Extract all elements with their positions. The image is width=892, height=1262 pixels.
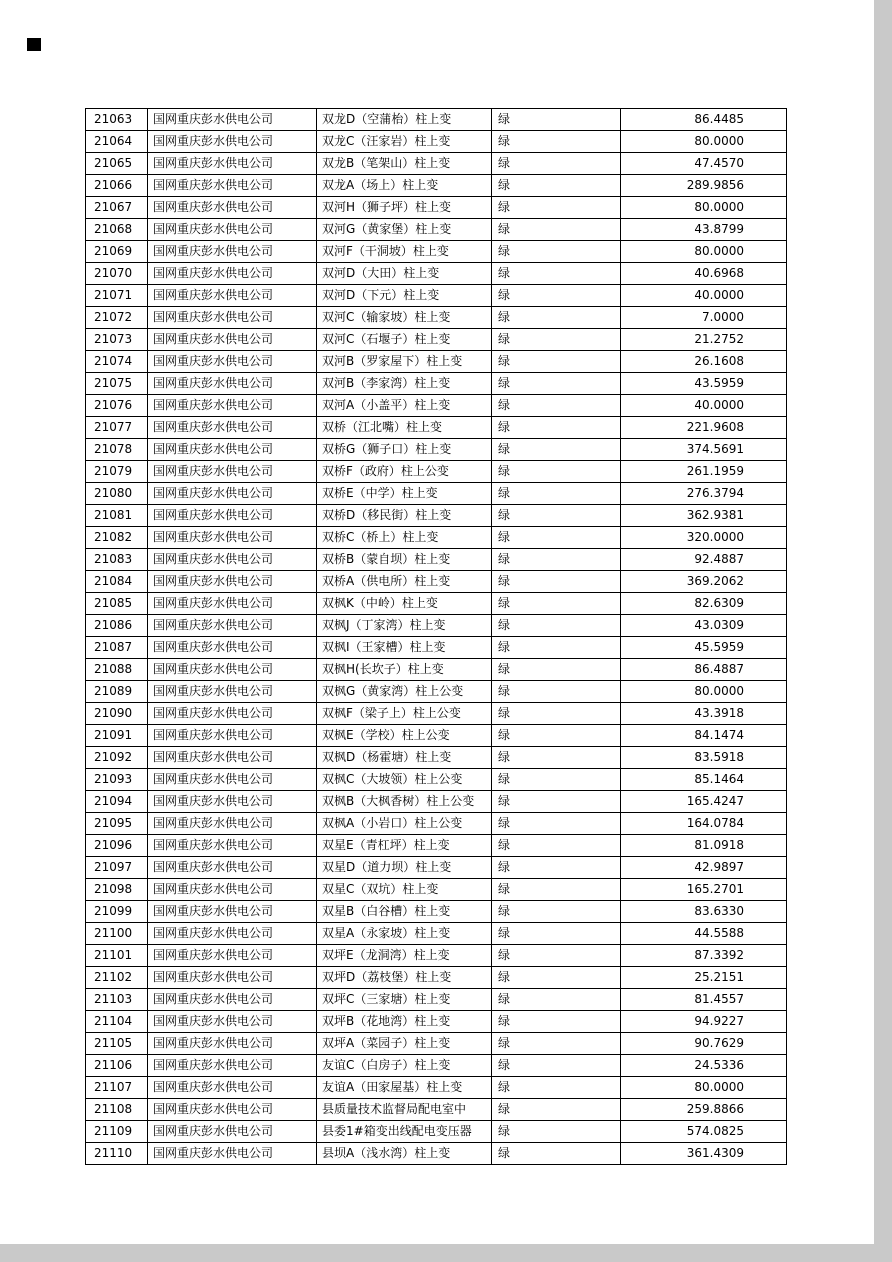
value-cell: 43.3918 [621,703,787,725]
status-cell: 绿 [492,1121,621,1143]
value-cell: 81.4557 [621,989,787,1011]
transformer-name-cell: 双河D（下元）柱上变 [317,285,492,307]
transformer-name-cell: 双桥A（供电所）柱上变 [317,571,492,593]
transformer-name-cell: 双枫D（杨霍塘）柱上变 [317,747,492,769]
transformer-name-cell: 双龙D（空蒲枱）柱上变 [317,109,492,131]
row-id-cell: 21093 [86,769,148,791]
table-row [86,791,787,813]
table-row [86,219,787,241]
transformer-name-cell: 双坪A（菜园子）柱上变 [317,1033,492,1055]
status-cell: 绿 [492,461,621,483]
company-cell: 国网重庆彭水供电公司 [148,813,317,835]
company-cell: 国网重庆彭水供电公司 [148,703,317,725]
transformer-name-cell: 双枫E（学校）柱上公变 [317,725,492,747]
row-id-cell: 21090 [86,703,148,725]
transformer-name-cell: 双桥D（移民街）柱上变 [317,505,492,527]
transformer-name-cell: 双龙A（场上）柱上变 [317,175,492,197]
value-cell: 94.9227 [621,1011,787,1033]
row-id-cell: 21077 [86,417,148,439]
table-row [86,241,787,263]
table-row [86,527,787,549]
status-cell: 绿 [492,439,621,461]
company-cell: 国网重庆彭水供电公司 [148,329,317,351]
row-id-cell: 21086 [86,615,148,637]
transformer-name-cell: 双枫K（中岭）柱上变 [317,593,492,615]
row-id-cell: 21095 [86,813,148,835]
value-cell: 80.0000 [621,681,787,703]
table-row [86,945,787,967]
row-id-cell: 21107 [86,1077,148,1099]
status-cell: 绿 [492,1055,621,1077]
status-cell: 绿 [492,219,621,241]
row-id-cell: 21091 [86,725,148,747]
table-row [86,395,787,417]
status-cell: 绿 [492,241,621,263]
row-id-cell: 21106 [86,1055,148,1077]
transformer-name-cell: 双河A（小盖平）柱上变 [317,395,492,417]
value-cell: 40.0000 [621,285,787,307]
row-id-cell: 21110 [86,1143,148,1165]
status-cell: 绿 [492,835,621,857]
transformer-name-cell: 双龙B（笔架山）柱上变 [317,153,492,175]
company-cell: 国网重庆彭水供电公司 [148,395,317,417]
row-id-cell: 21068 [86,219,148,241]
status-cell: 绿 [492,703,621,725]
company-cell: 国网重庆彭水供电公司 [148,989,317,1011]
status-cell: 绿 [492,725,621,747]
table-row [86,1033,787,1055]
row-id-cell: 21108 [86,1099,148,1121]
row-id-cell: 21073 [86,329,148,351]
company-cell: 国网重庆彭水供电公司 [148,593,317,615]
transformer-name-cell: 双坪D（荔枝堡）柱上变 [317,967,492,989]
company-cell: 国网重庆彭水供电公司 [148,1077,317,1099]
transformer-name-cell: 双星E（青杠坪）柱上变 [317,835,492,857]
table-row [86,703,787,725]
table-row [86,109,787,131]
company-cell: 国网重庆彭水供电公司 [148,571,317,593]
value-cell: 83.6330 [621,901,787,923]
company-cell: 国网重庆彭水供电公司 [148,901,317,923]
status-cell: 绿 [492,1011,621,1033]
transformer-name-cell: 双河B（李家湾）柱上变 [317,373,492,395]
transformer-name-cell: 双坪C（三家塘）柱上变 [317,989,492,1011]
transformer-table-body [86,109,787,1165]
company-cell: 国网重庆彭水供电公司 [148,747,317,769]
value-cell: 81.0918 [621,835,787,857]
company-cell: 国网重庆彭水供电公司 [148,373,317,395]
row-id-cell: 21079 [86,461,148,483]
value-cell: 164.0784 [621,813,787,835]
table-row [86,1121,787,1143]
value-cell: 374.5691 [621,439,787,461]
transformer-name-cell: 双桥（江北嘴）柱上变 [317,417,492,439]
table-row [86,549,787,571]
company-cell: 国网重庆彭水供电公司 [148,483,317,505]
row-id-cell: 21088 [86,659,148,681]
company-cell: 国网重庆彭水供电公司 [148,461,317,483]
status-cell: 绿 [492,395,621,417]
table-row [86,505,787,527]
company-cell: 国网重庆彭水供电公司 [148,1033,317,1055]
value-cell: 92.4887 [621,549,787,571]
status-cell: 绿 [492,263,621,285]
row-id-cell: 21104 [86,1011,148,1033]
status-cell: 绿 [492,945,621,967]
table-row [86,615,787,637]
transformer-name-cell: 双河G（黄家堡）柱上变 [317,219,492,241]
row-id-cell: 21103 [86,989,148,1011]
value-cell: 25.2151 [621,967,787,989]
status-cell: 绿 [492,659,621,681]
row-id-cell: 21109 [86,1121,148,1143]
table-row [86,901,787,923]
value-cell: 82.6309 [621,593,787,615]
transformer-name-cell: 县委1#箱变出线配电变压器 [317,1121,492,1143]
status-cell: 绿 [492,153,621,175]
transformer-name-cell: 双桥G（狮子口）柱上变 [317,439,492,461]
status-cell: 绿 [492,373,621,395]
transformer-name-cell: 双枫J（丁家湾）柱上变 [317,615,492,637]
company-cell: 国网重庆彭水供电公司 [148,879,317,901]
company-cell: 国网重庆彭水供电公司 [148,219,317,241]
status-cell: 绿 [492,769,621,791]
company-cell: 国网重庆彭水供电公司 [148,1011,317,1033]
company-cell: 国网重庆彭水供电公司 [148,637,317,659]
transformer-name-cell: 双枫I（王家槽）柱上变 [317,637,492,659]
transformer-name-cell: 双坪B（花地湾）柱上变 [317,1011,492,1033]
company-cell: 国网重庆彭水供电公司 [148,615,317,637]
status-cell: 绿 [492,1099,621,1121]
row-id-cell: 21064 [86,131,148,153]
table-row [86,197,787,219]
status-cell: 绿 [492,285,621,307]
transformer-table [85,108,787,1165]
row-id-cell: 21101 [86,945,148,967]
status-cell: 绿 [492,989,621,1011]
table-row [86,769,787,791]
value-cell: 43.5959 [621,373,787,395]
status-cell: 绿 [492,307,621,329]
value-cell: 165.4247 [621,791,787,813]
table-row [86,373,787,395]
transformer-name-cell: 双枫A（小岩口）柱上公变 [317,813,492,835]
value-cell: 7.0000 [621,307,787,329]
row-id-cell: 21080 [86,483,148,505]
value-cell: 40.6968 [621,263,787,285]
value-cell: 574.0825 [621,1121,787,1143]
company-cell: 国网重庆彭水供电公司 [148,967,317,989]
status-cell: 绿 [492,109,621,131]
transformer-name-cell: 县坝A（浅水湾）柱上变 [317,1143,492,1165]
value-cell: 80.0000 [621,131,787,153]
value-cell: 261.1959 [621,461,787,483]
value-cell: 289.9856 [621,175,787,197]
value-cell: 80.0000 [621,241,787,263]
status-cell: 绿 [492,197,621,219]
transformer-name-cell: 双坪E（龙洞湾）柱上变 [317,945,492,967]
value-cell: 320.0000 [621,527,787,549]
value-cell: 259.8866 [621,1099,787,1121]
table-row [86,747,787,769]
table-row [86,1143,787,1165]
table-row [86,131,787,153]
transformer-name-cell: 双枫C（大坡领）柱上公变 [317,769,492,791]
table-row [86,1055,787,1077]
company-cell: 国网重庆彭水供电公司 [148,549,317,571]
value-cell: 43.8799 [621,219,787,241]
value-cell: 80.0000 [621,197,787,219]
table-row [86,263,787,285]
table-row [86,593,787,615]
company-cell: 国网重庆彭水供电公司 [148,923,317,945]
transformer-name-cell: 双龙C（汪家岩）柱上变 [317,131,492,153]
transformer-name-cell: 双河B（罗家屋下）柱上变 [317,351,492,373]
status-cell: 绿 [492,1033,621,1055]
status-cell: 绿 [492,417,621,439]
company-cell: 国网重庆彭水供电公司 [148,307,317,329]
value-cell: 86.4485 [621,109,787,131]
company-cell: 国网重庆彭水供电公司 [148,769,317,791]
table-row [86,923,787,945]
row-id-cell: 21085 [86,593,148,615]
status-cell: 绿 [492,505,621,527]
transformer-name-cell: 双星D（道力坝）柱上变 [317,857,492,879]
transformer-name-cell: 双河F（干洞坡）柱上变 [317,241,492,263]
status-cell: 绿 [492,329,621,351]
table-row [86,483,787,505]
row-id-cell: 21102 [86,967,148,989]
table-row [86,571,787,593]
row-id-cell: 21076 [86,395,148,417]
row-id-cell: 21065 [86,153,148,175]
table-row [86,967,787,989]
value-cell: 165.2701 [621,879,787,901]
status-cell: 绿 [492,747,621,769]
status-cell: 绿 [492,527,621,549]
page-corner-mark [27,38,41,51]
table-row [86,725,787,747]
transformer-name-cell: 双枫B（大枫香树）柱上公变 [317,791,492,813]
status-cell: 绿 [492,1077,621,1099]
transformer-name-cell: 双河C（石堰子）柱上变 [317,329,492,351]
status-cell: 绿 [492,549,621,571]
status-cell: 绿 [492,483,621,505]
status-cell: 绿 [492,879,621,901]
company-cell: 国网重庆彭水供电公司 [148,835,317,857]
company-cell: 国网重庆彭水供电公司 [148,439,317,461]
company-cell: 国网重庆彭水供电公司 [148,197,317,219]
table-row [86,1077,787,1099]
value-cell: 26.1608 [621,351,787,373]
company-cell: 国网重庆彭水供电公司 [148,1121,317,1143]
table-row [86,637,787,659]
company-cell: 国网重庆彭水供电公司 [148,681,317,703]
transformer-name-cell: 双桥B（蒙自坝）柱上变 [317,549,492,571]
transformer-name-cell: 双河D（大田）柱上变 [317,263,492,285]
row-id-cell: 21098 [86,879,148,901]
row-id-cell: 21083 [86,549,148,571]
value-cell: 361.4309 [621,1143,787,1165]
table-row [86,1011,787,1033]
transformer-name-cell: 双桥F（政府）柱上公变 [317,461,492,483]
row-id-cell: 21092 [86,747,148,769]
transformer-name-cell: 友谊A（田家屋基）柱上变 [317,1077,492,1099]
value-cell: 21.2752 [621,329,787,351]
status-cell: 绿 [492,571,621,593]
company-cell: 国网重庆彭水供电公司 [148,241,317,263]
transformer-name-cell: 友谊C（白房子）柱上变 [317,1055,492,1077]
row-id-cell: 21099 [86,901,148,923]
table-row [86,329,787,351]
value-cell: 40.0000 [621,395,787,417]
value-cell: 87.3392 [621,945,787,967]
status-cell: 绿 [492,175,621,197]
status-cell: 绿 [492,813,621,835]
row-id-cell: 21084 [86,571,148,593]
company-cell: 国网重庆彭水供电公司 [148,175,317,197]
table-row [86,835,787,857]
row-id-cell: 21070 [86,263,148,285]
table-row [86,857,787,879]
table-row [86,417,787,439]
table-row [86,461,787,483]
status-cell: 绿 [492,1143,621,1165]
transformer-name-cell: 双河C（输家坡）柱上变 [317,307,492,329]
company-cell: 国网重庆彭水供电公司 [148,417,317,439]
company-cell: 国网重庆彭水供电公司 [148,1143,317,1165]
value-cell: 276.3794 [621,483,787,505]
company-cell: 国网重庆彭水供电公司 [148,527,317,549]
status-cell: 绿 [492,681,621,703]
table-row [86,351,787,373]
transformer-name-cell: 双星C（双坑）柱上变 [317,879,492,901]
value-cell: 45.5959 [621,637,787,659]
status-cell: 绿 [492,615,621,637]
value-cell: 369.2062 [621,571,787,593]
transformer-name-cell: 双桥C（桥上）柱上变 [317,527,492,549]
company-cell: 国网重庆彭水供电公司 [148,153,317,175]
status-cell: 绿 [492,791,621,813]
value-cell: 44.5588 [621,923,787,945]
company-cell: 国网重庆彭水供电公司 [148,857,317,879]
row-id-cell: 21063 [86,109,148,131]
table-row [86,1099,787,1121]
transformer-name-cell: 双星B（白谷槽）柱上变 [317,901,492,923]
company-cell: 国网重庆彭水供电公司 [148,791,317,813]
row-id-cell: 21071 [86,285,148,307]
value-cell: 84.1474 [621,725,787,747]
value-cell: 47.4570 [621,153,787,175]
row-id-cell: 21096 [86,835,148,857]
transformer-name-cell: 双枫F（梁子上）柱上公变 [317,703,492,725]
transformer-name-cell: 双枫G（黄家湾）柱上公变 [317,681,492,703]
table-row [86,659,787,681]
table-row [86,175,787,197]
table-row [86,813,787,835]
row-id-cell: 21069 [86,241,148,263]
transformer-name-cell: 双桥E（中学）柱上变 [317,483,492,505]
row-id-cell: 21067 [86,197,148,219]
company-cell: 国网重庆彭水供电公司 [148,285,317,307]
transformer-name-cell: 县质量技术监督局配电室中 [317,1099,492,1121]
table-row [86,153,787,175]
row-id-cell: 21100 [86,923,148,945]
company-cell: 国网重庆彭水供电公司 [148,659,317,681]
company-cell: 国网重庆彭水供电公司 [148,1055,317,1077]
row-id-cell: 21094 [86,791,148,813]
table-row [86,285,787,307]
value-cell: 42.9897 [621,857,787,879]
row-id-cell: 21066 [86,175,148,197]
company-cell: 国网重庆彭水供电公司 [148,109,317,131]
value-cell: 83.5918 [621,747,787,769]
company-cell: 国网重庆彭水供电公司 [148,263,317,285]
row-id-cell: 21078 [86,439,148,461]
table-row [86,307,787,329]
row-id-cell: 21075 [86,373,148,395]
table-row [86,681,787,703]
value-cell: 86.4887 [621,659,787,681]
company-cell: 国网重庆彭水供电公司 [148,351,317,373]
transformer-name-cell: 双星A（永家坡）柱上变 [317,923,492,945]
company-cell: 国网重庆彭水供电公司 [148,945,317,967]
company-cell: 国网重庆彭水供电公司 [148,725,317,747]
status-cell: 绿 [492,637,621,659]
transformer-name-cell: 双河H（狮子坪）柱上变 [317,197,492,219]
status-cell: 绿 [492,131,621,153]
company-cell: 国网重庆彭水供电公司 [148,505,317,527]
transformer-name-cell: 双枫H(长坎子）柱上变 [317,659,492,681]
status-cell: 绿 [492,857,621,879]
row-id-cell: 21087 [86,637,148,659]
table-row [86,989,787,1011]
row-id-cell: 21072 [86,307,148,329]
row-id-cell: 21105 [86,1033,148,1055]
value-cell: 85.1464 [621,769,787,791]
status-cell: 绿 [492,923,621,945]
value-cell: 80.0000 [621,1077,787,1099]
company-cell: 国网重庆彭水供电公司 [148,1099,317,1121]
value-cell: 90.7629 [621,1033,787,1055]
table-row [86,879,787,901]
table-row [86,439,787,461]
row-id-cell: 21097 [86,857,148,879]
value-cell: 362.9381 [621,505,787,527]
status-cell: 绿 [492,593,621,615]
value-cell: 43.0309 [621,615,787,637]
status-cell: 绿 [492,967,621,989]
status-cell: 绿 [492,351,621,373]
value-cell: 221.9608 [621,417,787,439]
value-cell: 24.5336 [621,1055,787,1077]
status-cell: 绿 [492,901,621,923]
row-id-cell: 21074 [86,351,148,373]
company-cell: 国网重庆彭水供电公司 [148,131,317,153]
row-id-cell: 21082 [86,527,148,549]
row-id-cell: 21089 [86,681,148,703]
row-id-cell: 21081 [86,505,148,527]
